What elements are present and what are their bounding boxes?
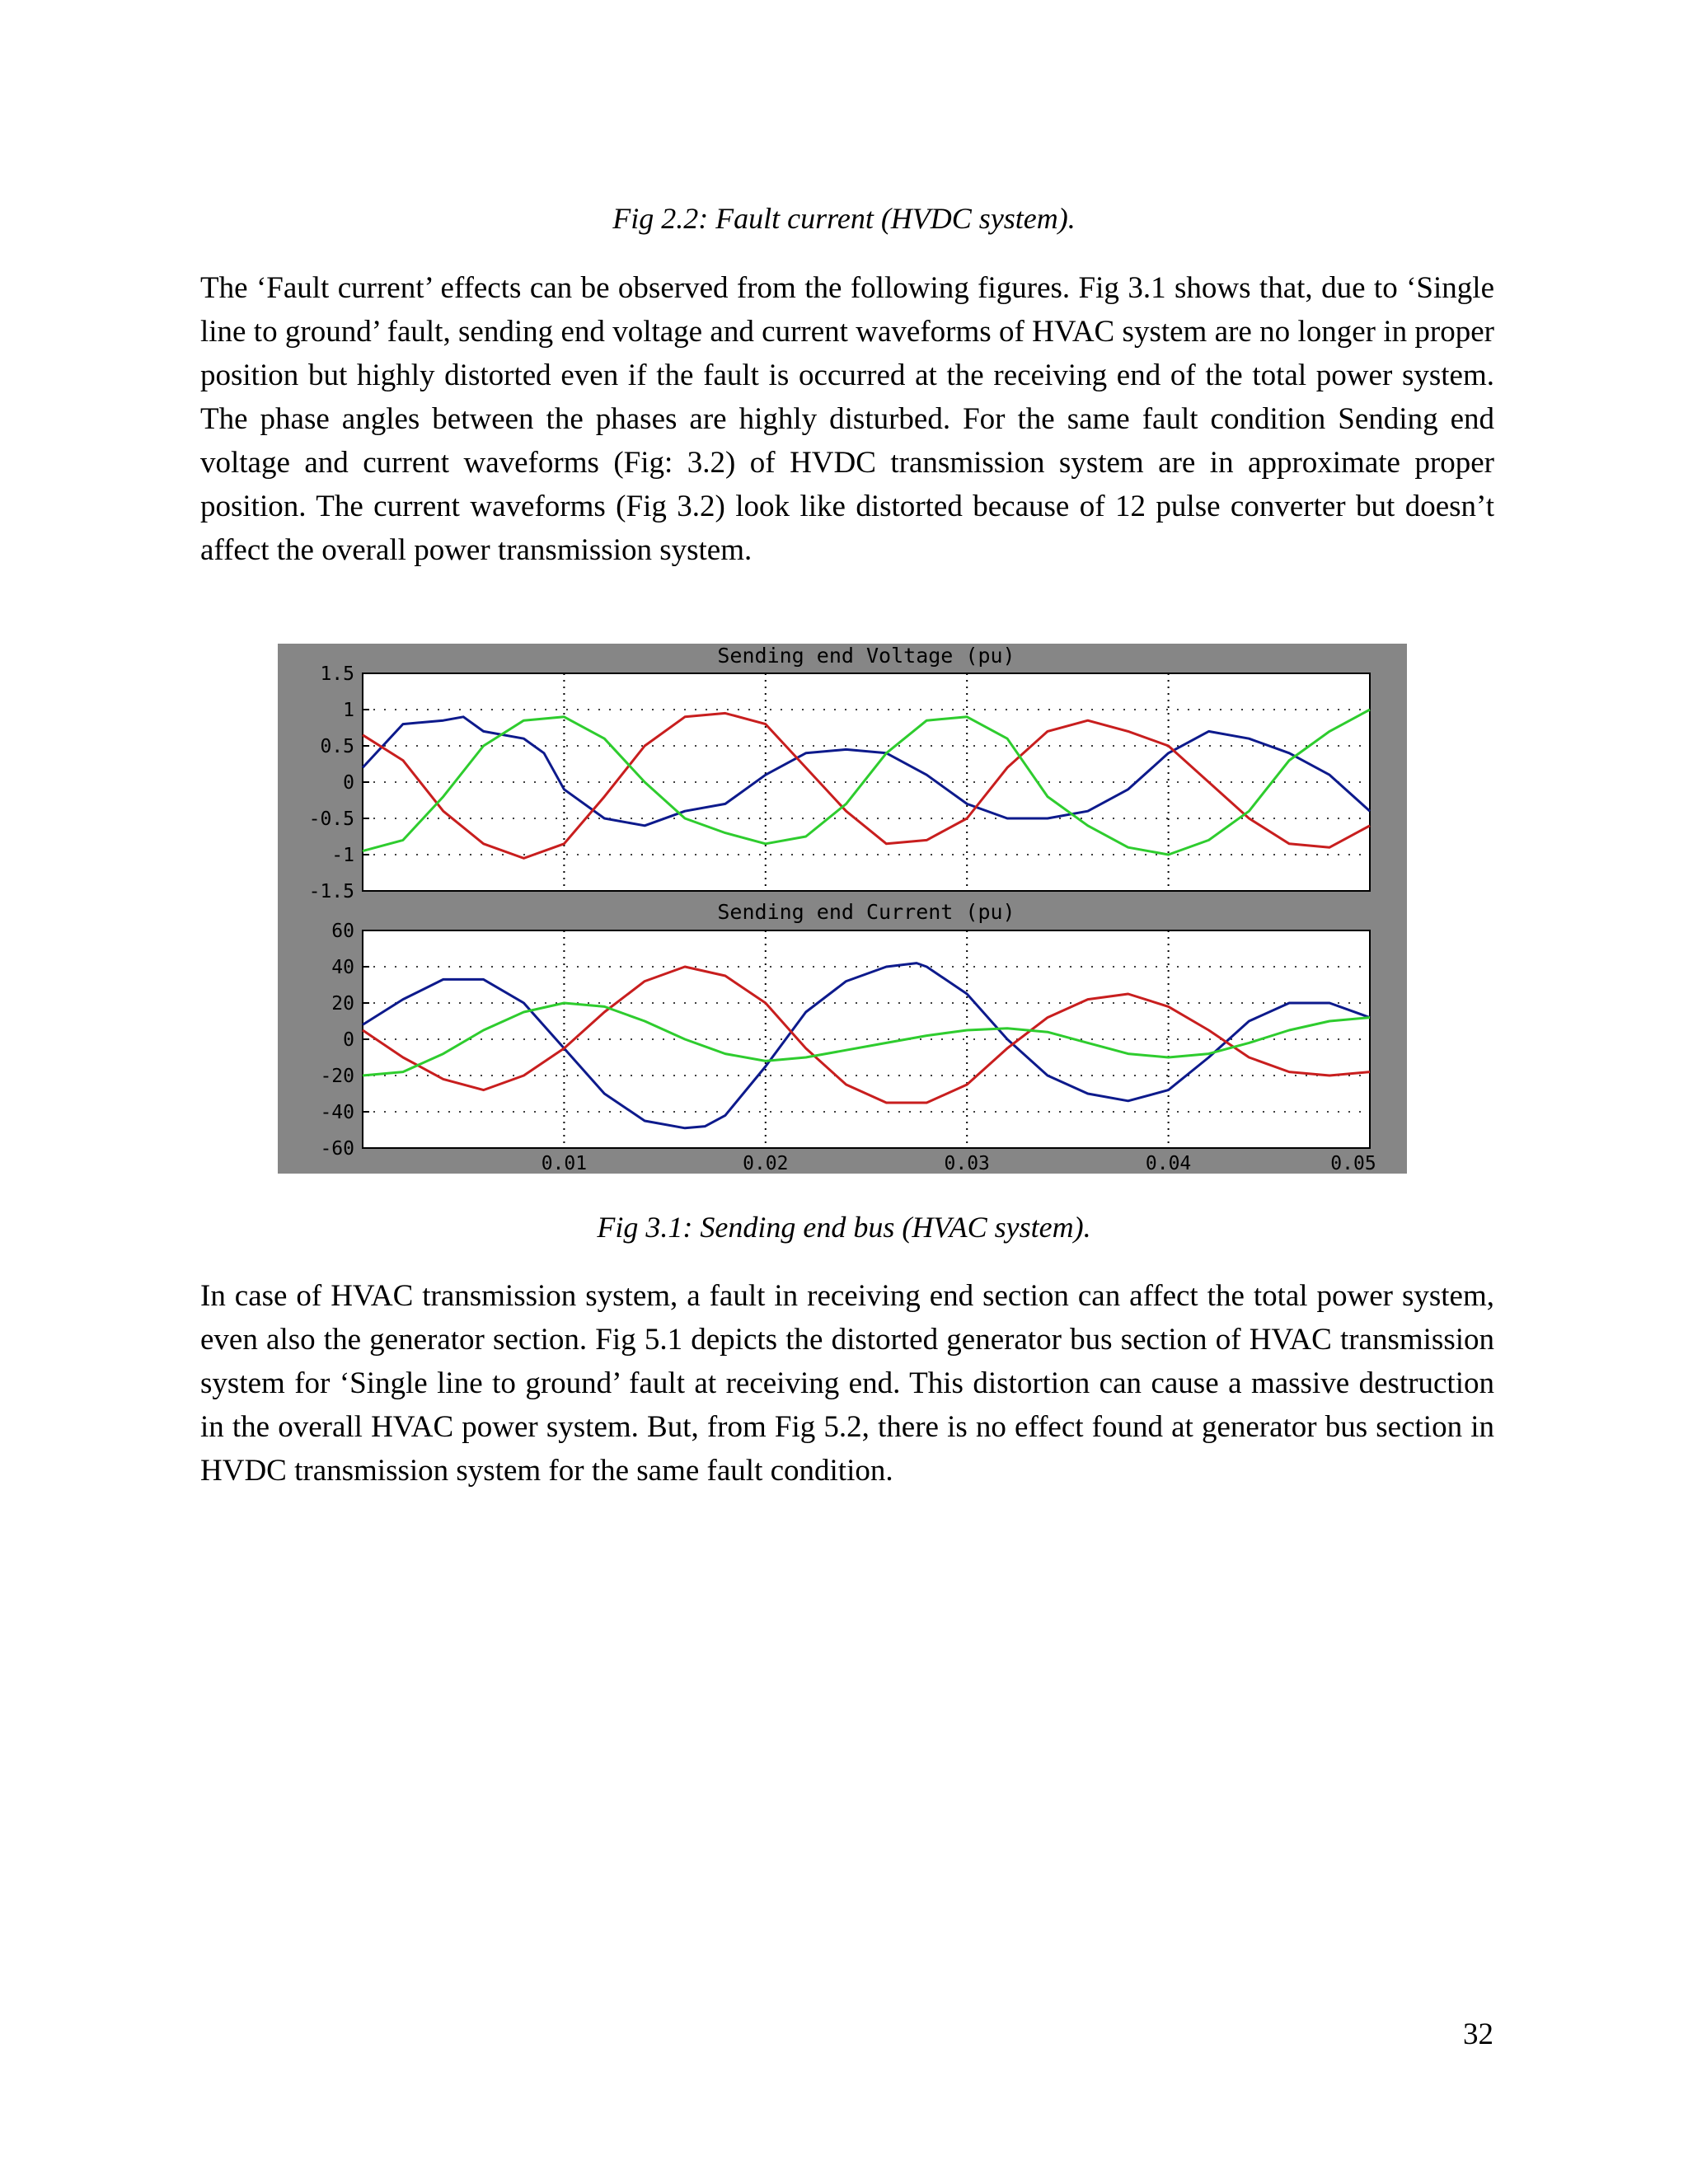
y-tick-label: -20 xyxy=(320,1066,354,1087)
x-tick-label: 0.05 xyxy=(1330,1153,1376,1174)
y-tick-label: 60 xyxy=(331,921,354,942)
page-number: 32 xyxy=(1463,2018,1493,2051)
paragraph-fault-current: The ‘Fault current’ effects can be observed from the following figures. Fig 3.1 shows that, due to ‘Single line to ground’ fault, sending end voltage and current waveforms of HVAC system are no longer in proper position but highly distorted even if the fault is occurred at the receiving end of the total power system. The phase angles between the phases are highly disturbed. For the same fault condition Sending end voltage and current waveforms (Fig: 3.2) of HVDC transmission system are in approximate proper position. The current waveforms (Fig 3.2) look like distorted because of 12 pulse converter but doesn’t affect the overall power transmission system. xyxy=(200,271,1494,567)
y-tick-label: -40 xyxy=(320,1102,354,1123)
y-tick-label: -1.5 xyxy=(308,881,354,902)
figure-caption-2-2: Fig 2.2: Fault current (HVDC system). xyxy=(612,202,1076,235)
waveform-charts xyxy=(278,644,1407,1174)
figure-sending-end-bus xyxy=(278,644,1407,1174)
y-tick-label: -60 xyxy=(320,1138,354,1160)
y-tick-label: 0 xyxy=(343,1029,354,1051)
y-tick-label: 1 xyxy=(343,700,354,721)
y-tick-label: 20 xyxy=(331,993,354,1015)
y-tick-label: 0 xyxy=(343,772,354,794)
chart-title: Sending end Current (pu) xyxy=(717,900,1015,924)
chart-title: Sending end Voltage (pu) xyxy=(717,644,1015,668)
y-tick-label: -1 xyxy=(331,845,354,866)
voltage-chart xyxy=(309,644,1370,902)
x-tick-label: 0.04 xyxy=(1145,1153,1192,1174)
x-tick-label: 0.02 xyxy=(743,1153,789,1174)
x-tick-label: 0.03 xyxy=(944,1153,990,1174)
y-tick-label: 0.5 xyxy=(320,736,354,757)
figure-caption-3-1: Fig 3.1: Sending end bus (HVAC system). xyxy=(597,1211,1091,1244)
current-chart xyxy=(320,900,1376,1174)
y-tick-label: -0.5 xyxy=(308,808,354,830)
y-tick-label: 1.5 xyxy=(320,663,354,685)
x-tick-label: 0.01 xyxy=(541,1153,588,1174)
paragraph-hvac-fault: In case of HVAC transmission system, a fault in receiving end section can affect the total power system, even also the generator section. Fig 5.1 depicts the distorted generator bus section of HVAC transmission system for ‘Single line to ground’ fault at receiving end. This distortion can cause a massive destruction in the overall HVAC power system. But, from Fig 5.2, there is no effect found at generator bus section in HVDC transmission system for the same fault condition. xyxy=(200,1279,1494,1488)
y-tick-label: 40 xyxy=(331,957,354,978)
